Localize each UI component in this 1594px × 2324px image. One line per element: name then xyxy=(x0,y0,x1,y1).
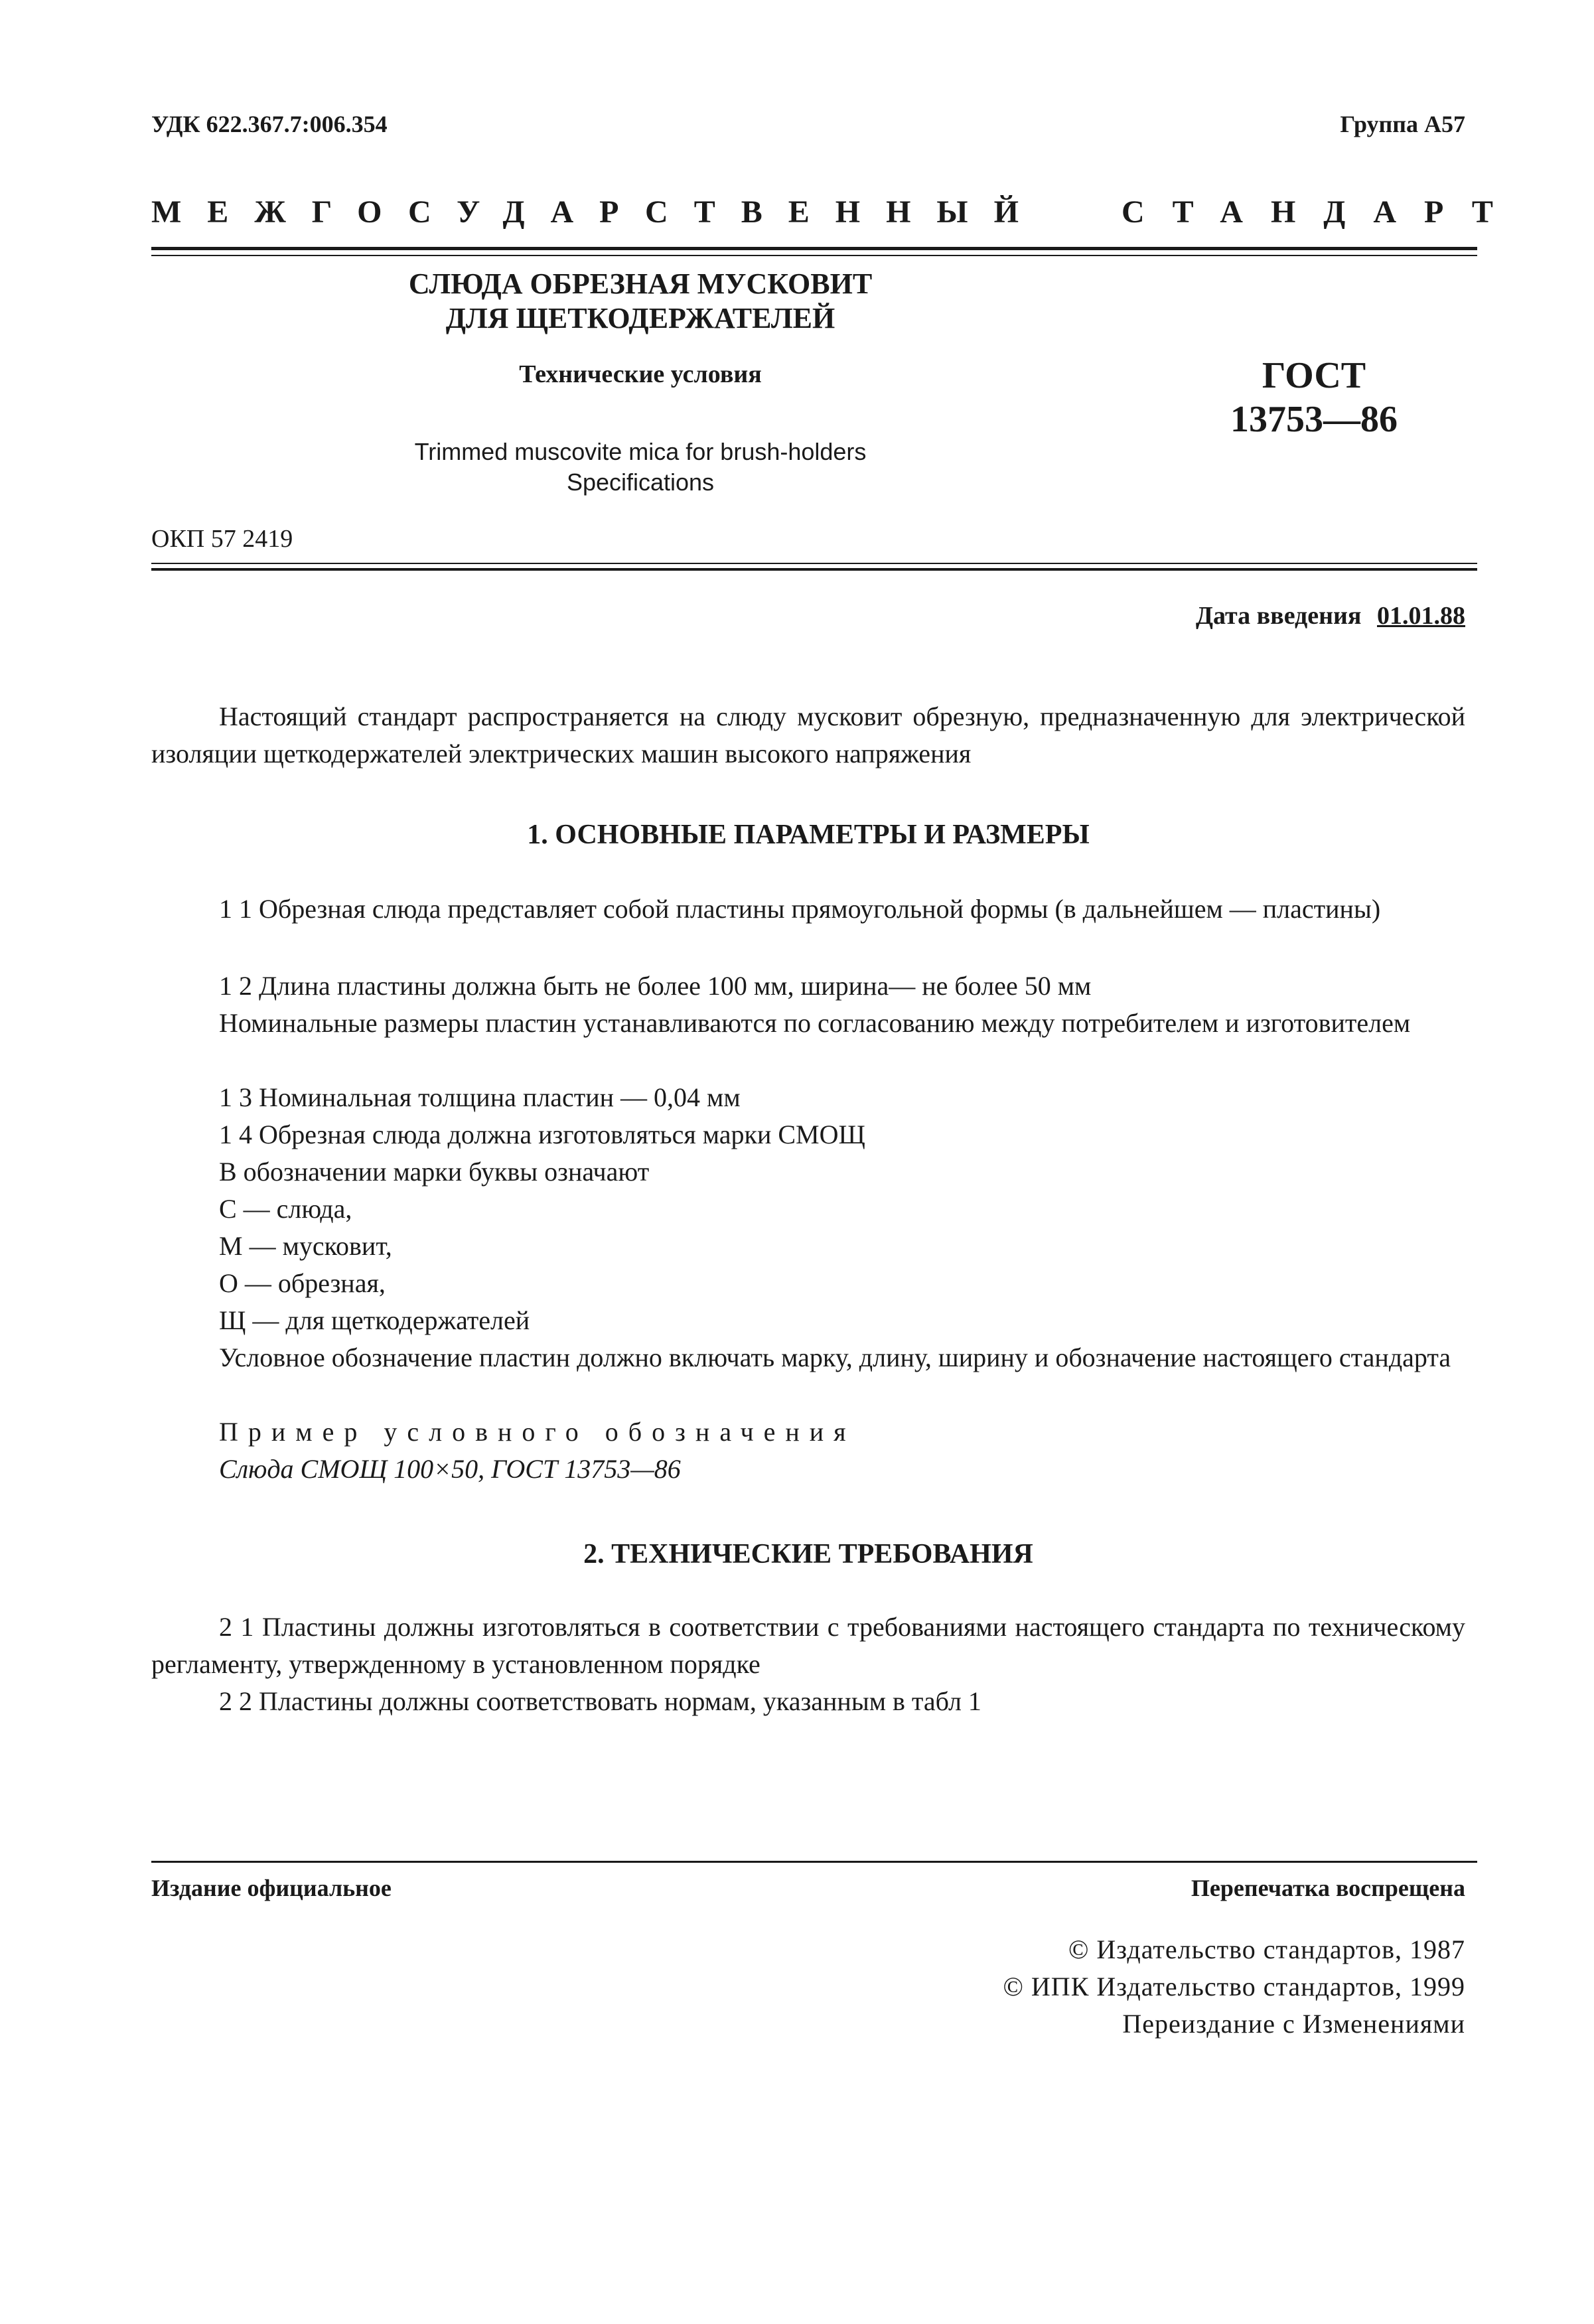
title-line2: ДЛЯ ЩЕТКОДЕРЖАТЕЛЕЙ xyxy=(445,302,835,334)
header-rule-thin xyxy=(151,255,1477,256)
letter-item: М — мусковит, xyxy=(219,1231,392,1261)
clause-1-3: 1 3 Номинальная толщина пластин — 0,04 мм xyxy=(219,1082,741,1112)
footer-rule xyxy=(151,1861,1477,1863)
example-value: Слюда СМОЩ 100×50, ГОСТ 13753—86 xyxy=(219,1454,681,1484)
copyright-1987: © Издательство стандартов, 1987 xyxy=(1068,1934,1465,1964)
banner-right: СТАНДАРТ xyxy=(1122,194,1521,230)
clause-1-1: 1 1 Обрезная слюда представляет собой пластины прямоугольной формы (в дальнейшем — пластины) xyxy=(219,894,1381,924)
section2-heading: 2. ТЕХНИЧЕСКИЕ ТРЕБОВАНИЯ xyxy=(583,1539,1033,1569)
title-rule-thick xyxy=(151,568,1477,571)
date-label: Дата введения xyxy=(1195,602,1362,630)
udk-code: УДК 622.367.7:006.354 xyxy=(151,111,388,137)
intro-paragraph: Настоящий стандарт распространяется на слюду мусковит обрезную, предназначенную для электрической изоляции щеткодержателей электрических машин высокого напряжения xyxy=(151,701,1465,768)
group-code: Группа А57 xyxy=(1340,111,1465,137)
title-line1: СЛЮДА ОБРЕЗНАЯ МУСКОВИТ xyxy=(408,267,873,300)
clause-2-1: 2 1 Пластины должны изготовляться в соответствии с требованиями настоящего стандарта по техническому регламенту, утвержденному в установленном порядке xyxy=(151,1612,1465,1679)
banner-left: МЕЖГОСУДАРСТВЕННЫЙ xyxy=(151,194,1045,230)
okp-code: ОКП 57 2419 xyxy=(151,525,293,553)
letter-item: С — слюда, xyxy=(219,1194,352,1224)
header-rule-thick xyxy=(151,247,1477,250)
intro-date xyxy=(1196,601,1465,630)
gost-number: 13753—86 xyxy=(1230,399,1398,440)
designation-note: Условное обозначение пластин должно включать марку, длину, ширину и обозначение настоящего стандарта xyxy=(219,1343,1451,1372)
title-rule-thin xyxy=(151,563,1477,564)
section1-heading: 1. ОСНОВНЫЕ ПАРАМЕТРЫ И РАЗМЕРЫ xyxy=(527,820,1090,850)
clause-1-4: 1 4 Обрезная слюда должна изготовляться марки СМОЩ xyxy=(219,1120,865,1149)
title-english-line1: Trimmed muscovite mica for brush-holders xyxy=(414,438,867,465)
reissue-note: Переиздание с Изменениями xyxy=(1122,2009,1465,2039)
clause-2-2: 2 2 Пластины должны соответствовать нормам, указанным в табл 1 xyxy=(219,1686,981,1716)
gost-label: ГОСТ xyxy=(1262,355,1366,396)
footer-reprint: Перепечатка воспрещена xyxy=(1191,1875,1465,1901)
footer-official: Издание официальное xyxy=(151,1875,392,1901)
example-label: Пример условного обозначения xyxy=(219,1417,856,1447)
date-value: 01.01.88 xyxy=(1377,602,1465,630)
letter-item: Щ — для щеткодержателей xyxy=(219,1305,530,1335)
letter-item: О — обрезная, xyxy=(219,1268,386,1298)
clause-1-2-note: Номинальные размеры пластин устанавливаются по согласованию между потребителем и изготовителем xyxy=(219,1008,1411,1038)
letters-intro: В обозначении марки буквы означают xyxy=(219,1157,650,1187)
title-subtitle: Технические условия xyxy=(519,360,762,388)
title-english-line2: Specifications xyxy=(566,469,715,496)
clause-1-2: 1 2 Длина пластины должна быть не более 100 мм, ширина— не более 50 мм xyxy=(219,971,1092,1001)
copyright-1999: © ИПК Издательство стандартов, 1999 xyxy=(1003,1972,1465,2001)
